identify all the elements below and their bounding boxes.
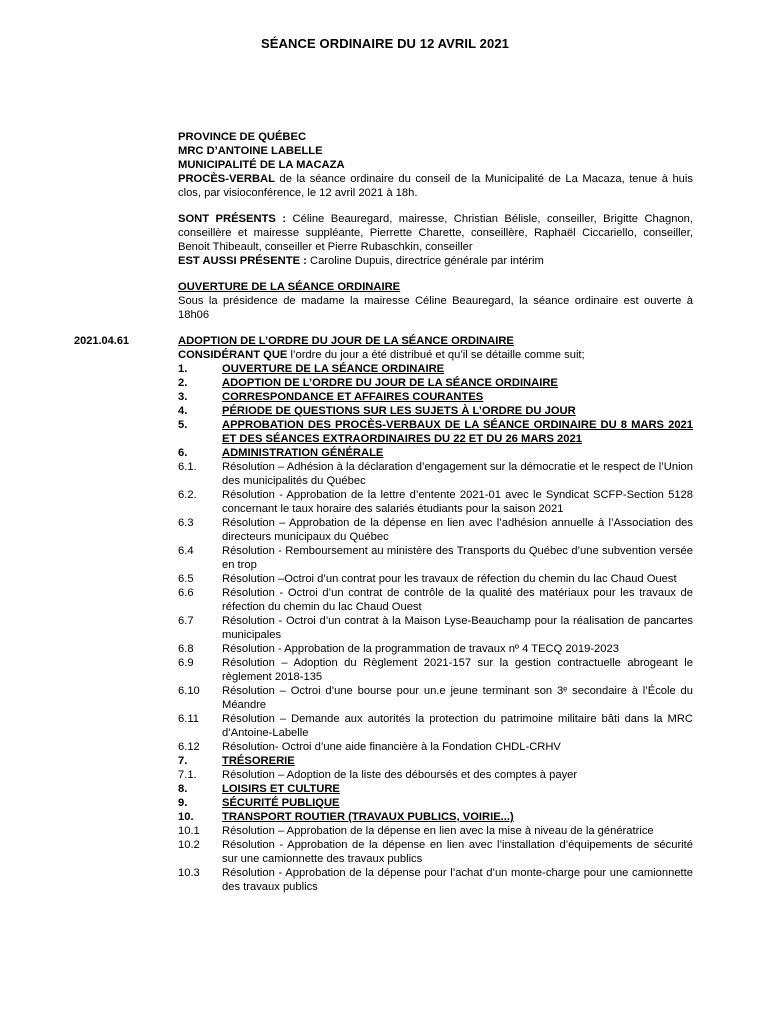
agenda-item-text: CORRESPONDANCE ET AFFAIRES COURANTES (222, 391, 484, 403)
agenda-item-number: 6.6 (178, 587, 194, 599)
agenda-item (178, 572, 693, 586)
header-block (178, 130, 693, 200)
agenda-item (178, 586, 693, 614)
agenda-item-text: Résolution - Approbation de la dépense pour l’achat d’un monte-charge pour une camionnette des travaux publics (222, 867, 693, 893)
agenda-item-text: TRÉSORERIE (222, 755, 295, 767)
resolution-number: 2021.04.61 (74, 335, 130, 347)
considerant-paragraph (178, 348, 693, 362)
agenda-item-number: 1. (178, 363, 188, 375)
agenda-item-number: 6.10 (178, 685, 200, 697)
agenda-item (178, 740, 693, 754)
agenda-item (178, 418, 693, 446)
agenda-item-text: Résolution – Octroi d’une bourse pour un.e jeune terminant son 3ᵉ secondaire à l’École du Méandre (222, 685, 693, 711)
agenda-item-number: 5. (178, 419, 188, 431)
agenda-item (178, 866, 693, 894)
agenda-item-text: ADMINISTRATION GÉNÉRALE (222, 447, 384, 459)
agenda-item-number: 10. (178, 811, 194, 823)
agenda-item-text: LOISIRS ET CULTURE (222, 783, 340, 795)
pv-label: PROCÈS-VERBAL (178, 173, 275, 185)
agenda-item (178, 488, 693, 516)
agenda-item-text: OUVERTURE DE LA SÉANCE ORDINAIRE (222, 363, 445, 375)
also-present-text: Caroline Dupuis, directrice générale par intérim (306, 255, 544, 267)
agenda-item-number: 2. (178, 377, 188, 389)
agenda-item (178, 362, 693, 376)
opening-text: Sous la présidence de madame la mairesse Céline Beauregard, la séance ordinaire est ouverte à 18h06 (178, 295, 693, 321)
agenda-item (178, 516, 693, 544)
agenda-item-text: Résolution - Remboursement au ministère des Transports du Québec d’une subvention versée en trop (222, 545, 693, 571)
agenda-item (178, 376, 693, 390)
agenda-item (178, 460, 693, 488)
agenda-item (178, 754, 693, 768)
agenda-item-number: 6.2. (178, 489, 197, 501)
agenda-item-number: 6.8 (178, 643, 194, 655)
present-text: Céline Beauregard, mairesse, Christian Bélisle, conseiller, Brigitte Chagnon, conseillère et mairesse suppléante, Pierrette Charette, conseillère, Raphaël Ciccariello, conseiller, Benoit Thibeault, conseiller et Pierre Rubaschkin, conseiller (178, 213, 693, 253)
considerant-label: CONSIDÉRANT QUE (178, 349, 288, 361)
agenda-item-number: 6.4 (178, 545, 194, 557)
agenda-item-text: Résolution - Approbation de la lettre d’entente 2021-01 avec le Syndicat SCFP-Section 5128 concernant le taux horaire des salariés étudiants pour la saison 2021 (222, 489, 693, 515)
agenda-item-text: Résolution – Approbation de la dépense en lien avec l’adhésion annuelle à l’Association des directeurs municipaux du Québec (222, 517, 693, 543)
agenda-item-number: 7.1. (178, 769, 197, 781)
present-paragraph (178, 212, 693, 254)
agenda-item-number: 6.1. (178, 461, 197, 473)
agenda-item (178, 810, 693, 824)
agenda-item-number: 7. (178, 755, 188, 767)
agenda-item-text: Résolution - Octroi d’un contrat à la Maison Lyse-Beauchamp pour la réalisation de pancartes municipales (222, 615, 693, 641)
mrc-line: MRC D’ANTOINE LABELLE (178, 145, 323, 157)
agenda-item-text: Résolution - Octroi d’un contrat de contrôle de la qualité des matériaux pour les travaux de réfection du chemin du lac Chaud Ouest (222, 587, 693, 613)
agenda-item (178, 712, 693, 740)
agenda-item (178, 446, 693, 460)
opening-heading: OUVERTURE DE LA SÉANCE ORDINAIRE (178, 281, 401, 293)
agenda-item-text: Résolution –Octroi d’un contrat pour les travaux de réfection du chemin du lac Chaud Ouest (222, 573, 677, 585)
agenda-item (178, 684, 693, 712)
agenda-item-number: 6.5 (178, 573, 194, 585)
present-label: SONT PRÉSENTS : (178, 213, 287, 225)
agenda-item (178, 838, 693, 866)
agenda-item-number: 6.9 (178, 657, 194, 669)
agenda-item-number: 3. (178, 391, 188, 403)
agenda-item-number: 4. (178, 405, 188, 417)
also-present-paragraph (178, 254, 693, 268)
agenda-item-text: TRANSPORT ROUTIER (TRAVAUX PUBLICS, VOIRIE...) (222, 811, 514, 823)
agenda-item-number: 8. (178, 783, 188, 795)
agenda-item (178, 796, 693, 810)
also-present-label: EST AUSSI PRÉSENTE : (178, 255, 307, 267)
province-line: PROVINCE DE QUÉBEC (178, 131, 307, 143)
agenda-item-text: Résolution – Approbation de la dépense en lien avec la mise à niveau de la génératrice (222, 825, 654, 837)
pv-paragraph (178, 172, 693, 200)
agenda-item (178, 614, 693, 642)
agenda-item-number: 10.3 (178, 867, 200, 879)
agenda-item (178, 768, 693, 782)
resolution-block (74, 334, 693, 894)
attendance-block (178, 212, 693, 268)
considerant-text: l’ordre du jour a été distribué et qu’il se détaille comme suit; (287, 349, 585, 361)
agenda-item-text: Résolution – Adoption du Règlement 2021-157 sur la gestion contractuelle abrogeant le règlement 2018-135 (222, 657, 693, 683)
agenda-item-number: 6. (178, 447, 188, 459)
agenda-item-text: APPROBATION DES PROCÈS-VERBAUX DE LA SÉANCE ORDINAIRE DU 8 MARS 2021 ET DES SÉANCES EXTRAORDINAIRES DU 22 ET DU 26 MARS 2021 (222, 419, 693, 445)
agenda-item (178, 824, 693, 838)
agenda-item-text: Résolution - Approbation de la dépense en lien avec l’installation d’équipements de sécurité sur une camionnette des travaux publics (222, 839, 693, 865)
agenda-item-text: PÉRIODE DE QUESTIONS SUR LES SUJETS À L’ORDRE DU JOUR (222, 405, 576, 417)
agenda-item-number: 6.12 (178, 741, 200, 753)
agenda-item (178, 544, 693, 572)
agenda-item-text: Résolution – Adhésion à la déclaration d’engagement sur la démocratie et le respect de l’Union des municipalités du Québec (222, 461, 693, 487)
agenda-item-text: Résolution - Approbation de la programmation de travaux nº 4 TECQ 2019-2023 (222, 643, 619, 655)
agenda-item-number: 6.3 (178, 517, 194, 529)
agenda-item-number: 6.7 (178, 615, 194, 627)
agenda-item-text: SÉCURITÉ PUBLIQUE (222, 797, 340, 809)
municipality-line: MUNICIPALITÉ DE LA MACAZA (178, 159, 345, 171)
agenda-item (178, 642, 693, 656)
minutes-body (74, 130, 693, 894)
pv-text: de la séance ordinaire du conseil de la Municipalité de La Macaza, tenue à huis clos, par visioconférence, le 12 avril 2021 à 18h. (178, 173, 693, 199)
agenda-item (178, 656, 693, 684)
agenda-item-text: Résolution- Octroi d’une aide financière à la Fondation CHDL-CRHV (222, 741, 561, 753)
agenda-list (178, 362, 693, 894)
agenda-item-number: 6.11 (178, 713, 199, 725)
agenda-item-text: Résolution – Adoption de la liste des déboursés et des comptes à payer (222, 769, 578, 781)
agenda-item-number: 10.2 (178, 839, 200, 851)
agenda-item-text: ADOPTION DE L’ORDRE DU JOUR DE LA SÉANCE ORDINAIRE (222, 377, 558, 389)
agenda-item (178, 390, 693, 404)
agenda-item (178, 404, 693, 418)
opening-block (178, 280, 693, 322)
page-title: SÉANCE ORDINAIRE DU 12 AVRIL 2021 (261, 36, 509, 51)
agenda-item-text: Résolution – Demande aux autorités la protection du patrimoine militaire bâti dans la MRC d’Antoine-Labelle (222, 713, 693, 739)
agenda-item-number: 9. (178, 797, 188, 809)
resolution-heading: ADOPTION DE L’ORDRE DU JOUR DE LA SÉANCE ORDINAIRE (178, 335, 514, 347)
agenda-item (178, 782, 693, 796)
agenda-item-number: 10.1 (178, 825, 200, 837)
